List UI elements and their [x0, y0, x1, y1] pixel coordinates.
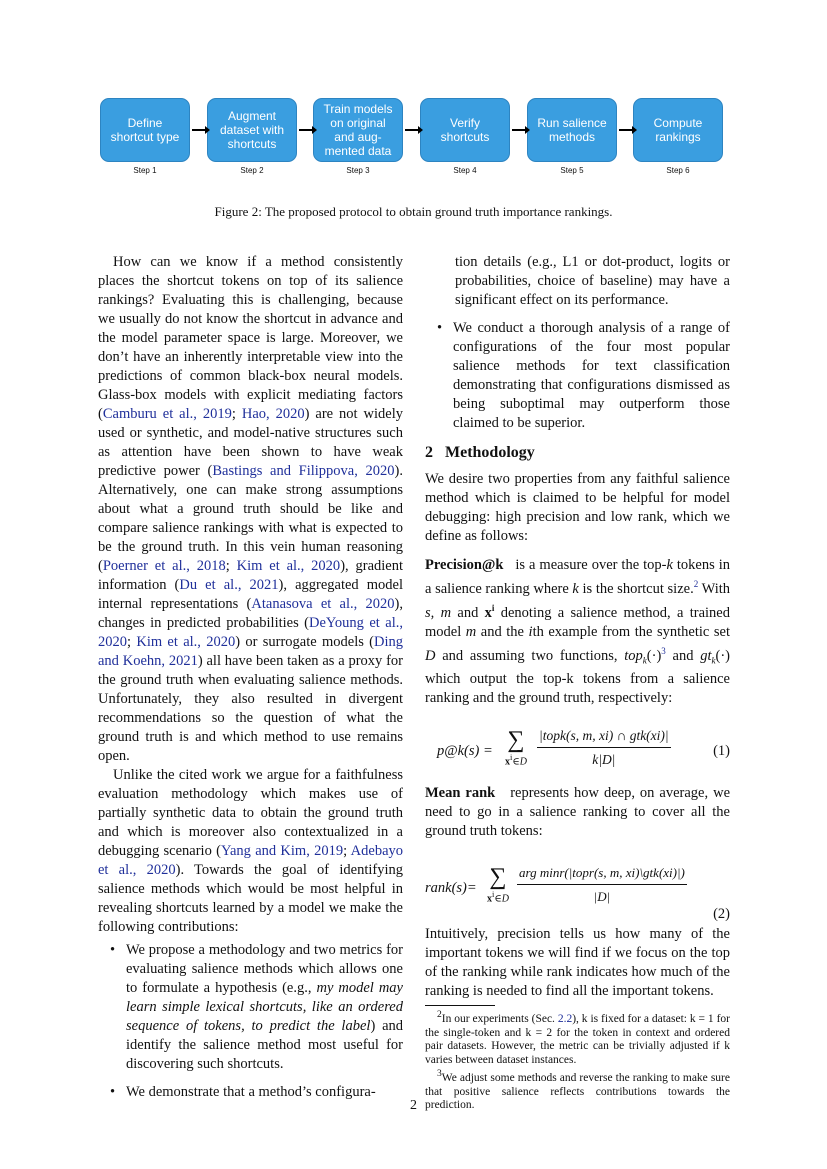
arrow-icon	[619, 129, 633, 131]
step6-box: Compute rankings	[633, 98, 723, 162]
equation-precision: p@k(s) = ∑ $x^i\in D$ |topk(s, m, xi) ∩ gtk(xi)| k|D| (1)	[437, 727, 730, 768]
arrow-icon	[512, 129, 526, 131]
footnote: $^3$We adjust some methods and reverse the ranking to make sure that positive salience reflects contributions towards the prediction.	[425, 1068, 730, 1112]
citation-link[interactable]: DeYoung et al., 2020	[98, 615, 403, 650]
citation-link[interactable]: Kim et al., 2020	[236, 558, 341, 574]
step1-label: Step 1	[133, 166, 157, 175]
contributions-list	[98, 941, 403, 1102]
footnote-marker[interactable]: 2	[693, 579, 699, 589]
step4-label: Step 4	[453, 166, 477, 175]
citation-link[interactable]: Atanasova et al., 2020	[251, 596, 395, 612]
citation-link[interactable]: Poerner et al., 2018	[102, 558, 226, 574]
contributions-list	[425, 319, 730, 433]
section-heading: 2 Methodology	[425, 444, 535, 461]
footnote-marker[interactable]: 3	[661, 645, 666, 656]
paragraph: Mean rank represents how deep, on average, we need to go in a salience ranking to cover all the ground truth tokens:	[425, 785, 731, 840]
equation-rank: rank(s)= ∑ $x^i\in D$ arg minr(|topr(s, m, xi)\gtk(xi)|) |D| (2)	[425, 864, 730, 923]
right-column	[425, 253, 730, 1113]
equation-number: (2)	[713, 906, 730, 923]
arrow-icon	[192, 129, 206, 131]
footnote-divider	[425, 1005, 495, 1006]
paragraph: Intuitively, precision tells us how many of the important tokens we will find if we focus on the top of the ranking while rank indicates how much of the ranking is needed to find all the important tokens.	[425, 926, 730, 1000]
paragraph: We desire two properties from any faithful salience method which is claimed to be helpful for model debugging: high precision and low rank, which we define as follows:	[425, 471, 730, 544]
citation-link[interactable]: Kim et al., 2020	[136, 634, 236, 650]
step3-box: Train models on original and aug- mented data	[313, 98, 403, 162]
arrow-icon	[405, 129, 419, 131]
arrow-icon	[299, 129, 313, 131]
list-item: • We demonstrate that a method’s configura-	[98, 1083, 403, 1102]
citation-link[interactable]: Camburu et al., 2019	[102, 406, 232, 422]
page-number: 2	[410, 1098, 417, 1113]
equation-number: (1)	[713, 743, 730, 760]
citation-link[interactable]: Bastings and Filippova, 2020	[212, 463, 395, 479]
paragraph: Precision@k is a measure over the top-k tokens in a salience ranking where k is the shortcut size.$^2$ With s, m and $x^i$ denoting a salience method, a trained model m and the ith example from the synthetic set D and assuming two functions, top$_k$(·)$^3$ and $gt_k(\cdot)$ which output the top-k tokens from a salience ranking and the ground truth, respectively:	[425, 557, 731, 707]
step1-box: Define shortcut type	[100, 98, 190, 162]
paragraph: How can we know if a method consistently places the shortcut tokens on top of its salience rankings? Evaluating this is challenging, because we usually do not know the shortcut in advance and the model parameter space is large. Moreover, we don’t have an inherently interpretable view into the predictions of common black-box neural models. Glass-box models with explicit mediating factors (Camburu et al., 2019; Hao, 2020) are not widely used or synthetic, and model-native structures such as attention have been shown to have weak predictive power (Bastings and Filippova, 2020). Alternatively, one can make strong assumptions about what a ground truth should be like and compare salience rankings with what is expected to be the ground truth. In this vein human reasoning (Poerner et al., 2018; Kim et al., 2020), gradient information (Du et al., 2021), aggregated model internal representations (Atanasova et al., 2020), changes in predicted probabilities (DeYoung et al., 2020; Kim et al., 2020) or surrogate models (Ding and Koehn, 2021) all have been taken as a proxy for the ground truth when evaluating salience methods. Unfortunately, they also resulted in divergent recommendations so the question of what the ground truth is and which method to use remains open.	[98, 254, 404, 764]
step5-box: Run salience methods	[527, 98, 617, 162]
citation-link[interactable]: Du et al., 2021	[179, 577, 279, 593]
citation-link[interactable]: Hao, 2020	[241, 406, 305, 422]
paragraph: Unlike the cited work we argue for a faithfulness evaluation methodology which makes use of partially synthetic data to obtain the ground truth and which is moreover also contextualized in a debugging scenario (Yang and Kim, 2019; Adebayo et al., 2020). Towards the goal of identifying salience methods which would be most helpful in revealing shortcuts learned by a model we make the following contributions:	[98, 767, 404, 935]
step3-label: Step 3	[346, 166, 370, 175]
list-item: • We conduct a thorough analysis of a range of configurations of the four most popular salience methods for text classification demonstrating that configurations dismissed as being suboptimal may outperform those claimed to be superior.	[425, 319, 730, 433]
step5-label: Step 5	[560, 166, 584, 175]
citation-link[interactable]: Yang and Kim, 2019	[220, 843, 344, 859]
citation-link[interactable]: Adebayo et al., 2020	[98, 843, 404, 878]
left-column	[98, 253, 403, 1102]
step4-box: Verify shortcuts	[420, 98, 510, 162]
list-item: • We propose a methodology and two metrics for evaluating salience methods which allows one to formulate a hypothesis (e.g., my model may learn simple lexical shortcuts, like an ordered sequence of tokens, to predict the label) and identify the salience method most useful for discovering such shortcuts.	[98, 941, 403, 1074]
section-link[interactable]: 2.2	[557, 1013, 573, 1026]
footnote: $^2$In our experiments (Sec. 2.2), k is fixed for a dataset: k = 1 for the single-token and k = 2 for the token in context and ordered pair datasets. However, the metric can be trivially adjusted if k varies between dataset instances.	[425, 1009, 730, 1066]
list-item-continued: tion details (e.g., L1 or dot-product, logits or probabilities, choice of baseline) may have a significant effect on its performance.	[455, 254, 730, 308]
step2-box: Augment dataset with shortcuts	[207, 98, 297, 162]
step6-label: Step 6	[666, 166, 690, 175]
figure-caption: Figure 2: The proposed protocol to obtain ground truth importance rankings.	[214, 204, 613, 219]
step2-label: Step 2	[240, 166, 264, 175]
citation-link[interactable]: Ding and Koehn, 2021	[98, 634, 404, 669]
